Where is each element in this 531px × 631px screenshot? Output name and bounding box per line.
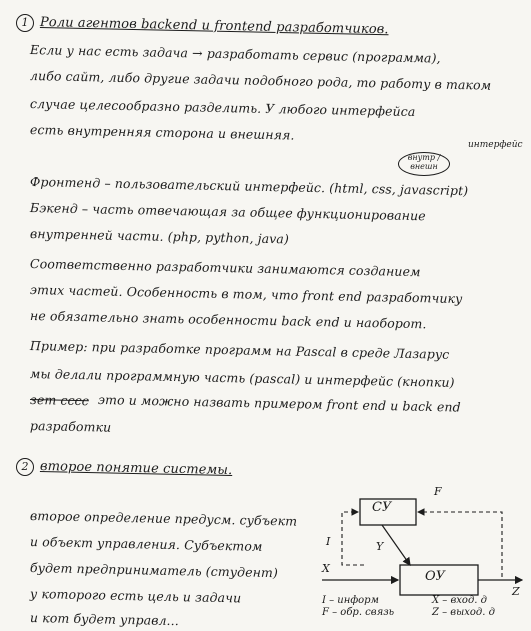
paragraph1-line-2: либо сайт, либо другие задачи подобного рода, то работу в таком [29,68,492,93]
section-1-heading: Роли агентов backend и frontend разработчиков. [39,15,389,38]
box-object-label: ОУ [425,569,446,584]
label-f: F [434,485,442,498]
paragraph1-line-3: случае целесообразно разделить. У любого интерфейса [29,96,416,120]
frontend-definition: Фронтенд – пользовательский интерфейс. (html, css, javascript) [29,174,469,199]
section-2-heading: второе понятие системы. [39,459,233,479]
paragraph2-line-1: Соответственно разработчики занимаются созданием [29,256,421,280]
label-z: Z [512,585,520,598]
paragraph2-line-2: этих частей. Особенность в том, что front end разработчику [29,282,463,307]
example-line-3: это и можно назвать примером front end и back end [97,392,461,415]
strikethrough-text: зет cccc [29,392,90,409]
section2-line-4: у которого есть цель и задачи [29,586,242,606]
example-line-4: разработки [29,418,112,435]
section2-line-3: будет предприниматель (студент) [29,560,279,581]
paragraph1-line-4: есть внутренняя сторона и внешняя. [29,122,295,143]
label-y: Y [376,540,384,553]
paragraph1-line-1: Если у нас есть задача → разработать сервис (программа), [29,42,441,66]
example-line-2: мы делали программную часть (pascal) и интерфейс (кнопки) [29,366,455,390]
label-x: X [322,562,330,575]
box-subject-label: СУ [372,500,392,515]
section2-line-2: и объект управления. Субъектом [29,534,263,554]
backend-definition-line-1: Бэкенд – часть отвечающая за общее функционирование [29,200,426,224]
legend-x: X – вход. д [432,595,487,606]
control-system-diagram [322,485,527,623]
label-i: I [326,535,331,548]
section-1-number: 1 [16,14,34,32]
inner-outer-oval: внутр / внешн [398,152,450,176]
section-2-number: 2 [16,458,34,476]
margin-note: интерфейс [468,140,523,150]
section2-line-5: и кот будет управл... [29,610,180,629]
paragraph2-line-3: не обязательно знать особенности back end и наоборот. [29,308,427,332]
section2-line-1: второе определение предусм. субъект [29,508,298,529]
legend-f: F – обр. связь [322,607,395,618]
legend-i: I – информ [322,595,379,606]
backend-definition-line-2: внутренней части. (php, python, java) [29,226,290,247]
example-line-1: Пример: при разработке программ на Pascal в среде Лазарус [29,338,450,362]
legend-z: Z – выход. д [432,607,495,618]
